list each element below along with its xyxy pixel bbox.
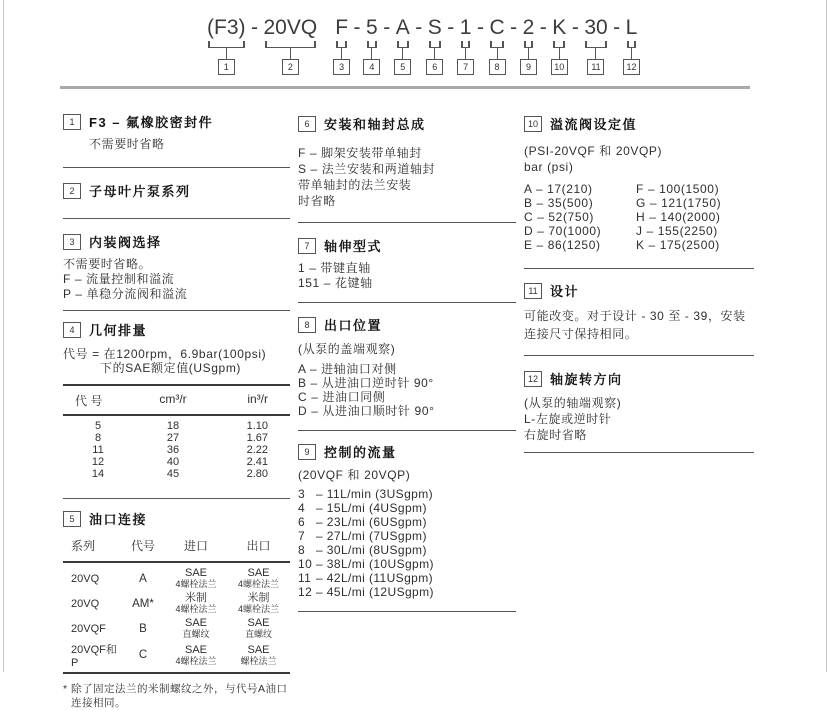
section-title: 轴伸型式 xyxy=(324,236,382,255)
port-line: 米制 xyxy=(227,593,290,604)
cell-series: 20VQ xyxy=(63,573,121,585)
divider xyxy=(524,268,754,269)
footnote-line: 连接相同。 xyxy=(63,697,290,710)
section-10-unit: bar (psi) xyxy=(524,159,754,175)
flow-value: – 45L/mi (12USgpm) xyxy=(316,585,434,599)
table-row xyxy=(63,641,290,666)
flow-item xyxy=(298,501,516,515)
column-header: 系列 xyxy=(63,537,121,554)
code-number-box: 6 xyxy=(426,59,443,75)
relief-item: H – 140(2000) xyxy=(636,210,754,224)
code-number-box: 8 xyxy=(489,59,506,75)
code-segment-text: (F3) xyxy=(204,16,249,40)
port-line: SAE xyxy=(165,618,227,629)
code-separator: - xyxy=(508,16,520,40)
text-line: A – 进轴油口对侧 xyxy=(298,362,516,376)
code-number-box: 3 xyxy=(333,59,350,75)
port-line: 4螺栓法兰 xyxy=(165,656,227,666)
flow-value: – 15L/mi (4USgpm) xyxy=(316,501,427,515)
relief-right-list xyxy=(636,182,754,252)
section-number-box: 12 xyxy=(524,371,542,387)
divider xyxy=(524,355,754,356)
column-header: 出口 xyxy=(227,537,290,554)
port-line: SAE xyxy=(227,645,290,656)
relief-item: C – 52(750) xyxy=(524,210,636,224)
flow-item xyxy=(298,585,516,599)
model-code-breakdown xyxy=(204,16,640,75)
bracket-stem xyxy=(631,48,632,59)
code-separator: - xyxy=(445,16,457,40)
bracket xyxy=(265,41,317,48)
cell-code: B xyxy=(121,623,165,635)
cell-inlet xyxy=(165,645,227,666)
text-line: B – 从进油口逆时针 90° xyxy=(298,376,516,390)
cell-code: C xyxy=(121,649,165,661)
divider xyxy=(298,611,516,612)
section-8-subtitle: (从泵的盖端观察) xyxy=(298,342,516,356)
bracket xyxy=(461,41,471,48)
footnote-line: * 除了固定法兰的米制螺纹之外，与代号A油口 xyxy=(63,683,290,697)
code-segment-text: 5 xyxy=(363,16,381,40)
flow-code: 12 xyxy=(298,585,316,599)
bracket-stem xyxy=(341,48,342,59)
flow-value: – 38L/mi (10USgpm) xyxy=(316,557,434,571)
port-line: SAE xyxy=(227,618,290,629)
port-line: 螺栓法兰 xyxy=(227,656,290,666)
table-body xyxy=(63,416,290,487)
section-12-body xyxy=(524,395,754,443)
bracket-stem xyxy=(528,48,529,59)
table-row xyxy=(63,591,290,616)
flow-code: 4 xyxy=(298,501,316,515)
divider xyxy=(63,310,290,311)
bracket xyxy=(336,41,347,48)
code-segment-text: C xyxy=(486,16,507,40)
section-8-body xyxy=(298,362,516,418)
text-line: (从泵的轴端观察) xyxy=(524,395,754,411)
section-9-body xyxy=(298,487,516,599)
section-5-header xyxy=(63,509,290,528)
port-line: 4螺栓法兰 xyxy=(165,604,227,614)
code-segment-text: A xyxy=(393,16,413,40)
code-segment-2 xyxy=(261,16,321,75)
port-line: SAE xyxy=(165,568,227,579)
section-7-header xyxy=(298,236,516,255)
code-separator: - xyxy=(569,16,581,40)
code-segment-text: 20VQ xyxy=(261,16,321,40)
section-1-note: 不需要时省略 xyxy=(63,137,290,151)
cell: 1.10 xyxy=(213,420,290,432)
bracket xyxy=(429,41,441,48)
text-line: 右旋时省略 xyxy=(524,427,754,443)
cell-code: AM* xyxy=(121,598,165,610)
code-separator: - xyxy=(474,16,486,40)
flow-code: 11 xyxy=(298,571,316,585)
section-9-header xyxy=(298,442,516,461)
cell-outlet xyxy=(227,618,290,639)
divider xyxy=(524,452,754,453)
bracket xyxy=(397,41,409,48)
code-segment-8 xyxy=(486,16,507,75)
text-line: 不需要时省略。 xyxy=(63,257,290,272)
text-line: F – 脚架安装带单轴封 xyxy=(298,145,516,161)
bracket-stem xyxy=(434,48,435,59)
text-line: 带单轴封的法兰安装 xyxy=(298,177,516,193)
divider xyxy=(63,218,290,219)
flow-item xyxy=(298,543,516,557)
cell-series: 20VQ xyxy=(63,598,121,610)
section-number-box: 1 xyxy=(63,114,81,130)
bracket xyxy=(585,41,606,48)
code-number-box: 4 xyxy=(363,59,380,75)
flow-value: – 42L/mi (11USgpm) xyxy=(316,571,433,585)
divider xyxy=(63,167,290,168)
code-number-box: 10 xyxy=(551,59,568,75)
section-title: 几何排量 xyxy=(89,320,147,339)
relief-item: A – 17(210) xyxy=(524,182,636,196)
cell: 8 xyxy=(63,432,133,444)
cell-inlet xyxy=(165,593,227,614)
code-segment-12 xyxy=(623,16,641,75)
code-segment-1 xyxy=(204,16,249,75)
section-number-box: 9 xyxy=(298,444,316,460)
cell: 2.80 xyxy=(213,468,290,480)
bracket-stem xyxy=(290,48,291,59)
section-title: 内装阀选择 xyxy=(89,232,162,251)
code-segment-3 xyxy=(332,16,351,75)
table-row xyxy=(63,432,290,444)
code-segment-text: 30 xyxy=(581,16,610,40)
cell: 2.22 xyxy=(213,444,290,456)
cell-outlet xyxy=(227,593,290,614)
column-header: 进口 xyxy=(165,537,227,554)
code-segment-5 xyxy=(393,16,413,75)
flow-item xyxy=(298,557,516,571)
cell-inlet xyxy=(165,618,227,639)
column-middle xyxy=(298,96,516,612)
section-3-body xyxy=(63,257,290,302)
section-7-body xyxy=(298,261,516,291)
flow-value: – 30L/mi (8USgpm) xyxy=(316,543,427,557)
text-line: F – 流量控制和溢流 xyxy=(63,272,290,287)
code-separator: - xyxy=(611,16,623,40)
section-11-body xyxy=(524,307,754,343)
section-number-box: 10 xyxy=(524,116,542,132)
section-2-header xyxy=(63,181,290,200)
cell: 1.67 xyxy=(213,432,290,444)
cell-code: A xyxy=(121,573,165,585)
code-segment-6 xyxy=(425,16,445,75)
section-number-box: 8 xyxy=(298,317,316,333)
flow-code: 8 xyxy=(298,543,316,557)
text-line: 151 – 花键轴 xyxy=(298,276,516,291)
flow-value: – 23L/mi (6USgpm) xyxy=(316,515,427,529)
column-right xyxy=(524,96,754,453)
footnote xyxy=(63,683,290,710)
code-segment-text: K xyxy=(549,16,569,40)
column-left xyxy=(63,96,290,710)
code-number-box: 7 xyxy=(457,59,474,75)
table-row xyxy=(63,420,290,432)
relief-item: F – 100(1500) xyxy=(636,182,754,196)
flow-item xyxy=(298,571,516,585)
column-header: cm³/r xyxy=(133,392,213,409)
code-separator: - xyxy=(351,16,363,40)
flow-item xyxy=(298,515,516,529)
port-connection-table xyxy=(63,537,290,674)
code-separator: - xyxy=(381,16,393,40)
section-title: 出口位置 xyxy=(324,315,382,334)
code-segment-9 xyxy=(520,16,538,75)
code-segment-text: 2 xyxy=(520,16,538,40)
code-number-box: 12 xyxy=(623,59,640,75)
cell-series: 20VQF和P xyxy=(63,641,121,669)
code-number-box: 11 xyxy=(587,59,604,75)
table-row xyxy=(63,468,290,480)
section-title: 子母叶片泵系列 xyxy=(89,181,191,200)
text-line: 代号 = 在1200rpm，6.9bar(100psi) xyxy=(63,347,290,361)
section-6-header xyxy=(298,114,516,133)
cell-outlet xyxy=(227,568,290,589)
column-header: 代号 xyxy=(121,537,165,554)
cell: 14 xyxy=(63,468,133,480)
section-number-box: 5 xyxy=(63,511,81,527)
relief-settings xyxy=(524,182,754,252)
section-title: 溢流阀设定值 xyxy=(550,114,637,133)
code-segment-text: F xyxy=(332,16,351,40)
bracket xyxy=(208,41,245,48)
cell-outlet xyxy=(227,645,290,666)
port-line: 4螺栓法兰 xyxy=(227,604,290,614)
code-segment-7 xyxy=(457,16,475,75)
section-10-subtitle: (PSI-20VQF 和 20VQP) xyxy=(524,143,754,159)
code-number-box: 2 xyxy=(282,59,299,75)
text-line: 连接尺寸保持相同。 xyxy=(524,325,754,343)
divider xyxy=(298,222,516,223)
cell: 18 xyxy=(133,420,213,432)
section-number-box: 3 xyxy=(63,234,81,250)
text-line: D – 从进油口顺时针 90° xyxy=(298,404,516,418)
bracket xyxy=(627,41,637,48)
code-separator: - xyxy=(413,16,425,40)
relief-item: J – 155(2250) xyxy=(636,224,754,238)
code-separator: - xyxy=(249,16,261,40)
code-segment-text: L xyxy=(623,16,641,40)
port-line: SAE xyxy=(165,645,227,656)
cell: 27 xyxy=(133,432,213,444)
relief-item: E – 86(1250) xyxy=(524,238,636,252)
table-row xyxy=(63,444,290,456)
code-segment-text: 1 xyxy=(457,16,475,40)
cell: 5 xyxy=(63,420,133,432)
text-line: 下的SAE额定值(USgpm) xyxy=(63,361,290,375)
bracket xyxy=(490,41,503,48)
cell: 40 xyxy=(133,456,213,468)
section-number-box: 2 xyxy=(63,183,81,199)
page-border-right xyxy=(826,0,827,672)
section-title: 油口连接 xyxy=(89,509,147,528)
section-9-subtitle: (20VQF 和 20VQP) xyxy=(298,468,516,482)
section-title: F3 – 氟橡胶密封件 xyxy=(89,112,213,131)
column-header: in³/r xyxy=(213,392,290,409)
text-line: C – 进油口同侧 xyxy=(298,390,516,404)
divider xyxy=(298,430,516,431)
section-title: 安装和轴封总成 xyxy=(324,114,426,133)
section-number-box: 6 xyxy=(298,116,316,132)
section-4-header xyxy=(63,320,290,339)
table-row xyxy=(63,616,290,641)
port-line: SAE xyxy=(227,568,290,579)
bracket-stem xyxy=(497,48,498,59)
flow-code: 7 xyxy=(298,529,316,543)
flow-value: – 27L/mi (7USgpm) xyxy=(316,529,427,543)
code-segment-11 xyxy=(581,16,610,75)
bracket xyxy=(553,41,565,48)
port-line: 直螺纹 xyxy=(165,629,227,639)
section-8-header xyxy=(298,315,516,334)
relief-left-list xyxy=(524,182,636,252)
flow-item xyxy=(298,529,516,543)
port-line: 直螺纹 xyxy=(227,629,290,639)
cell: 12 xyxy=(63,456,133,468)
table-header-row xyxy=(63,537,290,561)
relief-item: K – 175(2500) xyxy=(636,238,754,252)
bracket-stem xyxy=(465,48,466,59)
section-title: 控制的流量 xyxy=(324,442,397,461)
divider xyxy=(63,498,290,499)
port-line: 4螺栓法兰 xyxy=(165,579,227,589)
cell: 36 xyxy=(133,444,213,456)
table-body xyxy=(63,563,290,666)
divider xyxy=(298,302,516,303)
code-segment-10 xyxy=(549,16,569,75)
section-3-header xyxy=(63,232,290,251)
flow-code: 3 xyxy=(298,487,316,501)
text-line: 时省略 xyxy=(298,193,516,209)
displacement-table xyxy=(63,384,290,487)
code-segment-text: S xyxy=(425,16,445,40)
column-header: 代 号 xyxy=(63,392,133,409)
flow-value: – 11L/min (3USgpm) xyxy=(316,487,433,501)
bracket-stem xyxy=(371,48,372,59)
port-line: 4螺栓法兰 xyxy=(227,579,290,589)
section-number-box: 4 xyxy=(63,322,81,338)
cell: 45 xyxy=(133,468,213,480)
section-title: 轴旋转方向 xyxy=(550,369,623,388)
flow-code: 6 xyxy=(298,515,316,529)
bracket-stem xyxy=(559,48,560,59)
text-line: P – 单稳分流阀和溢流 xyxy=(63,287,290,302)
section-number-box: 7 xyxy=(298,238,316,254)
text-line: 1 – 带键直轴 xyxy=(298,261,516,276)
port-line: 米制 xyxy=(165,593,227,604)
section-11-header xyxy=(524,281,754,300)
code-number-box: 9 xyxy=(520,59,537,75)
text-line: S – 法兰安装和两道轴封 xyxy=(298,161,516,177)
cell: 11 xyxy=(63,444,133,456)
cell-inlet xyxy=(165,568,227,589)
section-10-header xyxy=(524,114,754,133)
bracket-stem xyxy=(226,48,227,59)
text-line: 可能改变。对于设计 - 30 至 - 39，安装 xyxy=(524,307,754,325)
bracket-stem xyxy=(402,48,403,59)
header-rule xyxy=(60,86,750,89)
cell-series: 20VQF xyxy=(63,623,121,635)
section-6-body xyxy=(298,145,516,209)
relief-item: D – 70(1000) xyxy=(524,224,636,238)
page-border-left xyxy=(3,0,4,672)
table-row xyxy=(63,566,290,591)
table-header-row xyxy=(63,386,290,414)
code-number-box: 5 xyxy=(394,59,411,75)
bracket-stem xyxy=(595,48,596,59)
bracket xyxy=(367,41,377,48)
table-row xyxy=(63,456,290,468)
relief-item: B – 35(500) xyxy=(524,196,636,210)
table-rule xyxy=(63,672,290,674)
section-12-header xyxy=(524,369,754,388)
code-number-box: 1 xyxy=(218,59,235,75)
section-title: 设计 xyxy=(550,281,579,300)
section-4-note xyxy=(63,347,290,375)
text-line: L-左旋或逆时针 xyxy=(524,411,754,427)
flow-item xyxy=(298,487,516,501)
flow-code: 10 xyxy=(298,557,316,571)
cell: 2.41 xyxy=(213,456,290,468)
bracket xyxy=(524,41,534,48)
code-separator: - xyxy=(537,16,549,40)
section-number-box: 11 xyxy=(524,283,542,299)
section-1-header xyxy=(63,112,290,131)
code-segment-4 xyxy=(363,16,381,75)
relief-item: G – 121(1750) xyxy=(636,196,754,210)
